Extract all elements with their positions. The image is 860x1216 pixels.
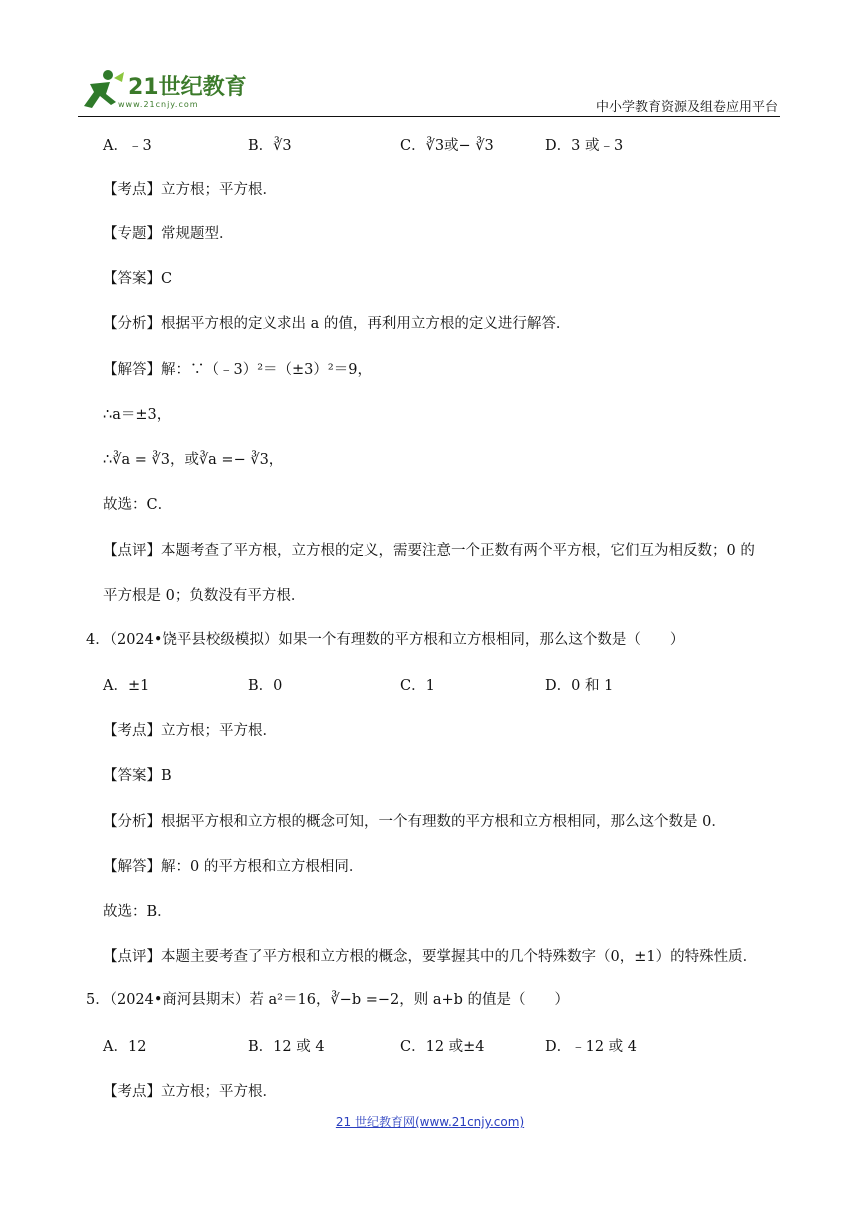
q4-option-b: B．0	[248, 678, 283, 694]
q5-option-b: B．12 或 4	[248, 1039, 325, 1055]
q4-dianping: 【点评】本题主要考查了平方根和立方根的概念，要掌握其中的几个特殊数字（0，±1）的特殊性质．	[103, 949, 758, 965]
q4-choose: 故选：B．	[103, 904, 172, 920]
q4-answer: 【答案】B	[103, 768, 172, 784]
logo-text: 21世纪教育	[128, 75, 247, 100]
logo	[78, 68, 258, 116]
q4-options	[103, 674, 703, 694]
q3-options	[103, 134, 703, 154]
q5-stem: 5．（2024•商河县期末）若 a²＝16，∛−b =−2，则 a+b 的值是（ ）	[86, 992, 570, 1008]
header-divider	[78, 116, 780, 117]
q3-jieda-1: 【解答】解：∵（﹣3）²＝（±3）²＝9，	[103, 362, 372, 378]
q5-options	[103, 1035, 703, 1055]
q3-option-d: D．3 或﹣3	[545, 138, 624, 154]
q5-option-c: C．12 或±4	[400, 1039, 485, 1055]
logo-url: www.21cnjy.com	[118, 100, 199, 109]
q3-jieda-2: ∴a＝±3，	[103, 407, 172, 423]
q3-option-c: C．∛3或− ∛3	[400, 138, 494, 154]
q3-dianping-1: 【点评】本题考查了平方根，立方根的定义，需要注意一个正数有两个平方根，它们互为相反数；0 的	[103, 543, 755, 559]
q3-choose: 故选：C．	[103, 497, 173, 513]
q4-option-d: D．0 和 1	[545, 678, 614, 694]
q5-option-d: D．﹣12 或 4	[545, 1039, 638, 1055]
q5-kaodian: 【考点】立方根；平方根．	[103, 1084, 277, 1100]
q3-kaodian: 【考点】立方根；平方根．	[103, 182, 277, 198]
q3-option-b: B．∛3	[248, 138, 292, 154]
q4-kaodian: 【考点】立方根；平方根．	[103, 723, 277, 739]
platform-title: 中小学教育资源及组卷应用平台	[595, 100, 778, 115]
q4-option-c: C．1	[400, 678, 435, 694]
footer-link[interactable]: 21 世纪教育网(www.21cnjy.com)	[335, 1115, 525, 1129]
page-header	[78, 62, 780, 118]
q3-answer: 【答案】C	[103, 271, 173, 287]
q3-jieda-3: ∴∛a = ∛3，或∛a =− ∛3，	[103, 452, 284, 468]
q4-fenxi: 【分析】根据平方根和立方根的概念可知，一个有理数的平方根和立方根相同，那么这个数是 0．	[103, 814, 726, 830]
q4-option-a: A．±1	[103, 678, 150, 694]
q3-zhuanti: 【专题】常规题型．	[103, 226, 234, 242]
q5-option-a: A．12	[103, 1039, 147, 1055]
q3-fenxi: 【分析】根据平方根的定义求出 a 的值，再利用立方根的定义进行解答．	[103, 316, 571, 332]
q4-jieda: 【解答】解：0 的平方根和立方根相同．	[103, 859, 364, 875]
q3-option-a: A．﹣3	[103, 138, 152, 154]
q4-stem: 4．（2024•饶平县校级模拟）如果一个有理数的平方根和立方根相同，那么这个数是（ ）	[86, 632, 685, 648]
q3-dianping-2: 平方根是 0；负数没有平方根．	[103, 588, 306, 604]
